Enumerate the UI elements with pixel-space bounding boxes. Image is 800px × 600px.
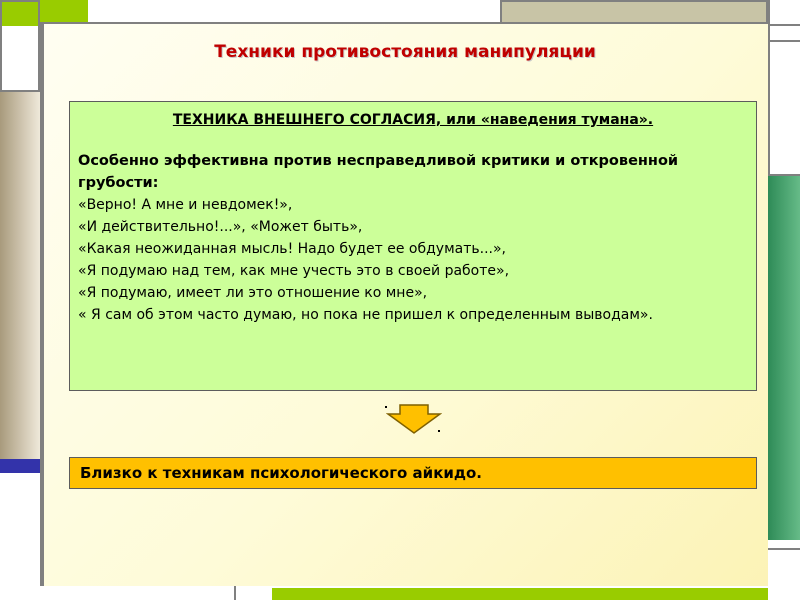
phrase-item: «Я подумаю, имеет ли это отношение ко мне»,	[78, 285, 428, 301]
deco-blue-bar-left	[0, 459, 40, 473]
technique-lead: Особенно эффективна против несправедливой критики и откровенной грубости:	[78, 153, 679, 191]
deco-gray-frame-top-left	[0, 0, 40, 92]
deco-green-block-bottom	[272, 588, 768, 600]
phrase-item: « Я сам об этом часто думаю, но пока не пришел к определенным выводам».	[78, 307, 653, 323]
deco-tan-stripe-left	[0, 92, 40, 460]
technique-heading: ТЕХНИКА ВНЕШНЕГО СОГЛАСИЯ, или «наведения тумана».	[172, 112, 654, 128]
technique-box	[69, 101, 757, 391]
phrase-item: «И действительно!...», «Может быть»,	[78, 219, 363, 235]
conclusion-box: Близко к техникам психологического айкидо.	[69, 457, 757, 489]
phrase-item: «Я подумаю над тем, как мне учесть это в своей работе»,	[78, 263, 510, 279]
down-arrow-icon	[386, 404, 442, 434]
deco-line-bottom	[40, 584, 272, 600]
dot-marker	[438, 430, 440, 432]
deco-line-top-right	[768, 0, 800, 176]
phrase-list	[78, 194, 748, 326]
phrase-item: «Какая неожиданная мысль! Надо будет ее обдумать...»,	[78, 241, 506, 257]
phrase-item: «Верно! А мне и невдомек!»,	[78, 197, 293, 213]
slide-title: Техники противостояния манипуляции	[214, 42, 596, 62]
deco-green-stripe-right	[768, 176, 800, 540]
